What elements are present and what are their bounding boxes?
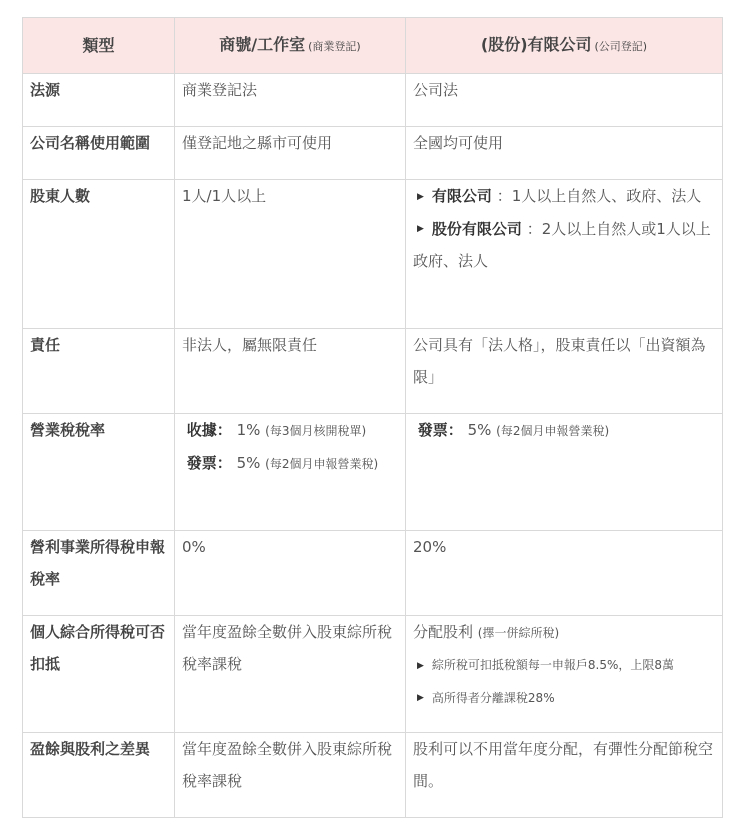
shop-cell: 僅登記地之縣市可使用	[175, 127, 406, 180]
tax-value: 1%	[236, 421, 261, 439]
row-label: 責任	[23, 329, 175, 414]
table-row	[23, 329, 723, 414]
tax-value: 5%	[467, 421, 492, 439]
header-company-note: (公司登記)	[594, 39, 648, 53]
item-text: 高所得者分離課稅28%	[431, 690, 555, 705]
header-shop-label: 商號/工作室	[219, 34, 306, 54]
shop-cell: 當年度盈餘全數併入股東綜所稅稅率課稅	[175, 733, 406, 818]
table-row	[23, 74, 723, 127]
item-text: ：1人以上自然人、政府、法人	[496, 187, 702, 205]
table-row	[23, 733, 723, 818]
shop-cell: 0%	[175, 531, 406, 616]
dividend-note: (擇一併綜所稅)	[477, 626, 560, 640]
company-cell: 公司法	[406, 74, 723, 127]
tax-term: 收據：	[186, 421, 232, 439]
table-row	[23, 180, 723, 329]
table-row	[23, 414, 723, 531]
company-cell	[406, 414, 723, 531]
list-item	[413, 649, 715, 682]
company-cell: 20%	[406, 531, 723, 616]
header-company	[406, 18, 723, 74]
row-label: 法源	[23, 74, 175, 127]
list-item	[413, 682, 715, 715]
row-label: 營業稅稅率	[23, 414, 175, 531]
table-row	[23, 616, 723, 733]
company-cell: 公司具有「法人格」，股東責任以「出資額為限」	[406, 329, 723, 414]
item-text: 綜所稅可扣抵稅額每一申報戶8.5%，上限8萬	[431, 658, 675, 672]
triangle-bullet-icon: ▶	[417, 660, 424, 671]
tax-line	[182, 414, 398, 447]
row-label: 盈餘與股利之差異	[23, 733, 175, 818]
shop-cell	[175, 414, 406, 531]
shop-cell: 1人/1人以上	[175, 180, 406, 329]
item-text: ：2人以上自然人或1人以上政府、法人	[413, 219, 711, 270]
tax-note: (每3個月核開稅單)	[265, 424, 367, 438]
tax-term: 發票：	[186, 454, 232, 472]
row-label: 公司名稱使用範圍	[23, 127, 175, 180]
shop-cell: 當年度盈餘全數併入股東綜所稅稅率課稅	[175, 616, 406, 733]
triangle-bullet-icon: ▶	[417, 693, 424, 703]
list-item	[413, 180, 715, 213]
row-label: 個人綜合所得稅可否扣抵	[23, 616, 175, 733]
tax-line	[182, 447, 398, 480]
company-cell	[406, 616, 723, 733]
header-shop-note: (商業登記)	[308, 39, 361, 53]
item-term: 有限公司	[431, 187, 492, 205]
header-shop	[175, 18, 406, 74]
shop-cell: 非法人，屬無限責任	[175, 329, 406, 414]
tax-note: (每2個月申報營業稅)	[265, 457, 379, 471]
table-row	[23, 531, 723, 616]
company-cell: 股利可以不用當年度分配，有彈性分配節稅空間。	[406, 733, 723, 818]
tax-line	[413, 414, 715, 447]
tax-term: 發票：	[417, 421, 463, 439]
table-row	[23, 127, 723, 180]
item-term: 股份有限公司	[431, 219, 522, 238]
header-type-label: 類型	[82, 35, 115, 55]
header-company-label: (股份)有限公司	[480, 34, 592, 54]
header-type	[23, 18, 175, 74]
tax-note: (每2個月申報營業稅)	[496, 424, 610, 438]
tax-value: 5%	[236, 454, 261, 472]
list-item	[413, 213, 715, 278]
row-label: 股東人數	[23, 180, 175, 329]
triangle-bullet-icon: ▶	[417, 191, 424, 202]
shop-cell: 商業登記法	[175, 74, 406, 127]
triangle-bullet-icon: ▶	[417, 224, 424, 234]
comparison-table	[22, 17, 723, 818]
company-cell: 全國均可使用	[406, 127, 723, 180]
dividend-term: 分配股利	[413, 623, 474, 641]
row-label: 營利事業所得稅申報稅率	[23, 531, 175, 616]
company-cell	[406, 180, 723, 329]
dividend-head	[413, 616, 715, 649]
header-row	[23, 18, 723, 74]
